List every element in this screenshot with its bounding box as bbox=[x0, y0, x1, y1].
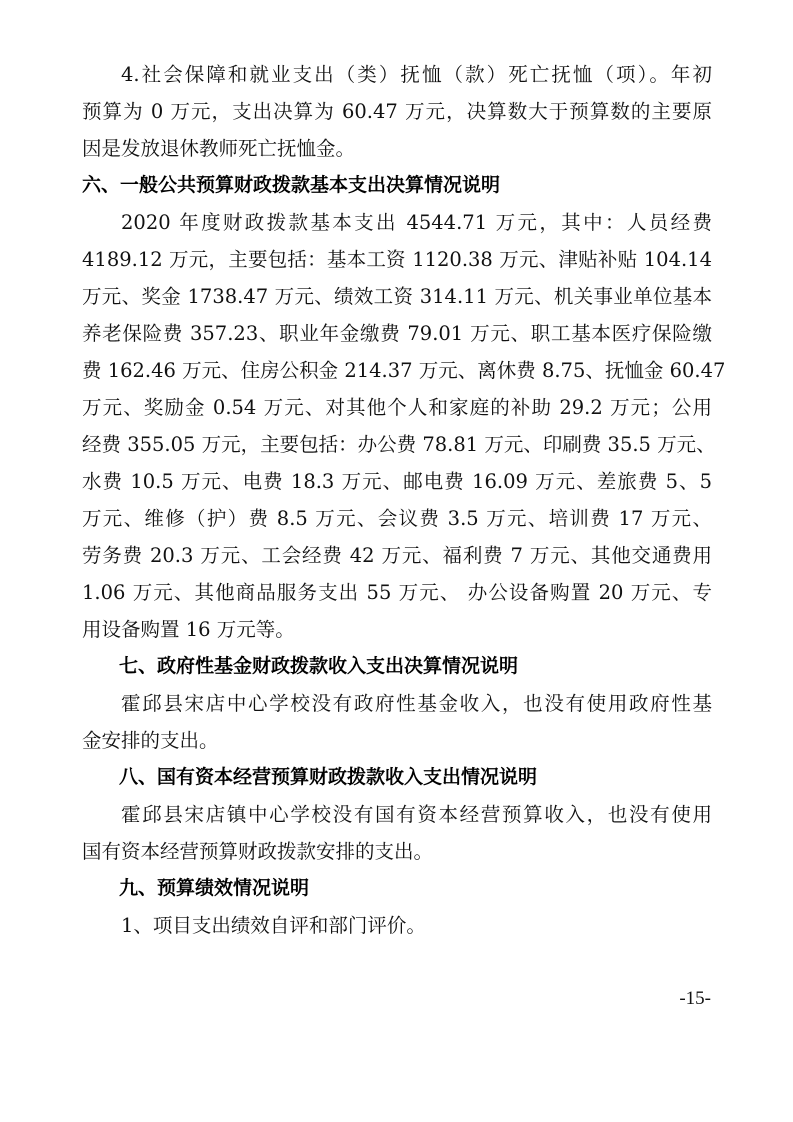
section-heading: 七、政府性基金财政拨款收入支出决算情况说明 bbox=[119, 655, 519, 677]
text-line: 万元、奖励金 0.54 万元、对其他个人和家庭的补助 29.2 万元；公用 bbox=[82, 396, 712, 419]
text-line: 4.社会保障和就业支出（类）抚恤（款）死亡抚恤（项）。年初 bbox=[121, 63, 712, 86]
section-heading: 六、一般公共预算财政拨款基本支出决算情况说明 bbox=[82, 174, 501, 196]
paragraph bbox=[82, 907, 712, 944]
text-line: 养老保险费 357.23、职业年金缴费 79.01 万元、职工基本医疗保险缴 bbox=[82, 322, 712, 345]
text-line: 1、项目支出绩效自评和部门评价。 bbox=[121, 914, 426, 937]
paragraph bbox=[82, 56, 712, 167]
text-line: 霍邱县宋店镇中心学校没有国有资本经营预算收入，也没有使用 bbox=[121, 803, 712, 826]
text-line: 金安排的支出。 bbox=[82, 729, 219, 752]
text-line: 4189.12 万元，主要包括：基本工资 1120.38 万元、津贴补贴 104.14 bbox=[82, 248, 712, 271]
page-number: -15- bbox=[679, 988, 711, 1009]
text-line: 劳务费 20.3 万元、工会经费 42 万元、福利费 7 万元、其他交通费用 bbox=[82, 544, 712, 567]
text-line: 费 162.46 万元、住房公积金 214.37 万元、离休费 8.75、抚恤金 60.47 bbox=[82, 359, 726, 382]
text-line: 霍邱县宋店中心学校没有政府性基金收入，也没有使用政府性基 bbox=[121, 692, 712, 715]
section-heading: 九、预算绩效情况说明 bbox=[119, 877, 310, 899]
paragraph bbox=[82, 685, 712, 759]
paragraph bbox=[82, 204, 726, 648]
section-heading: 八、国有资本经营预算财政拨款收入支出情况说明 bbox=[119, 766, 538, 788]
text-line: 因是发放退休教师死亡抚恤金。 bbox=[82, 137, 356, 160]
text-line: 国有资本经营预算财政拨款安排的支出。 bbox=[82, 840, 434, 863]
text-line: 万元、奖金 1738.47 万元、绩效工资 314.11 万元、机关事业单位基本 bbox=[82, 285, 712, 308]
document-body bbox=[82, 56, 726, 944]
paragraph bbox=[82, 796, 712, 870]
text-line: 经费 355.05 万元，主要包括：办公费 78.81 万元、印刷费 35.5 万元、 bbox=[82, 433, 716, 456]
text-line: 预算为 0 万元，支出决算为 60.47 万元，决算数大于预算数的主要原 bbox=[82, 100, 712, 123]
text-line: 用设备购置 16 万元等。 bbox=[82, 618, 295, 641]
text-line: 万元、维修（护）费 8.5 万元、会议费 3.5 万元、培训费 17 万元、 bbox=[82, 507, 712, 530]
text-line: 水费 10.5 万元、电费 18.3 万元、邮电费 16.09 万元、差旅费 5、5 bbox=[82, 470, 712, 493]
text-line: 2020 年度财政拨款基本支出 4544.71 万元，其中：人员经费 bbox=[121, 211, 712, 234]
text-line: 1.06 万元、其他商品服务支出 55 万元、 办公设备购置 20 万元、专 bbox=[82, 581, 712, 604]
